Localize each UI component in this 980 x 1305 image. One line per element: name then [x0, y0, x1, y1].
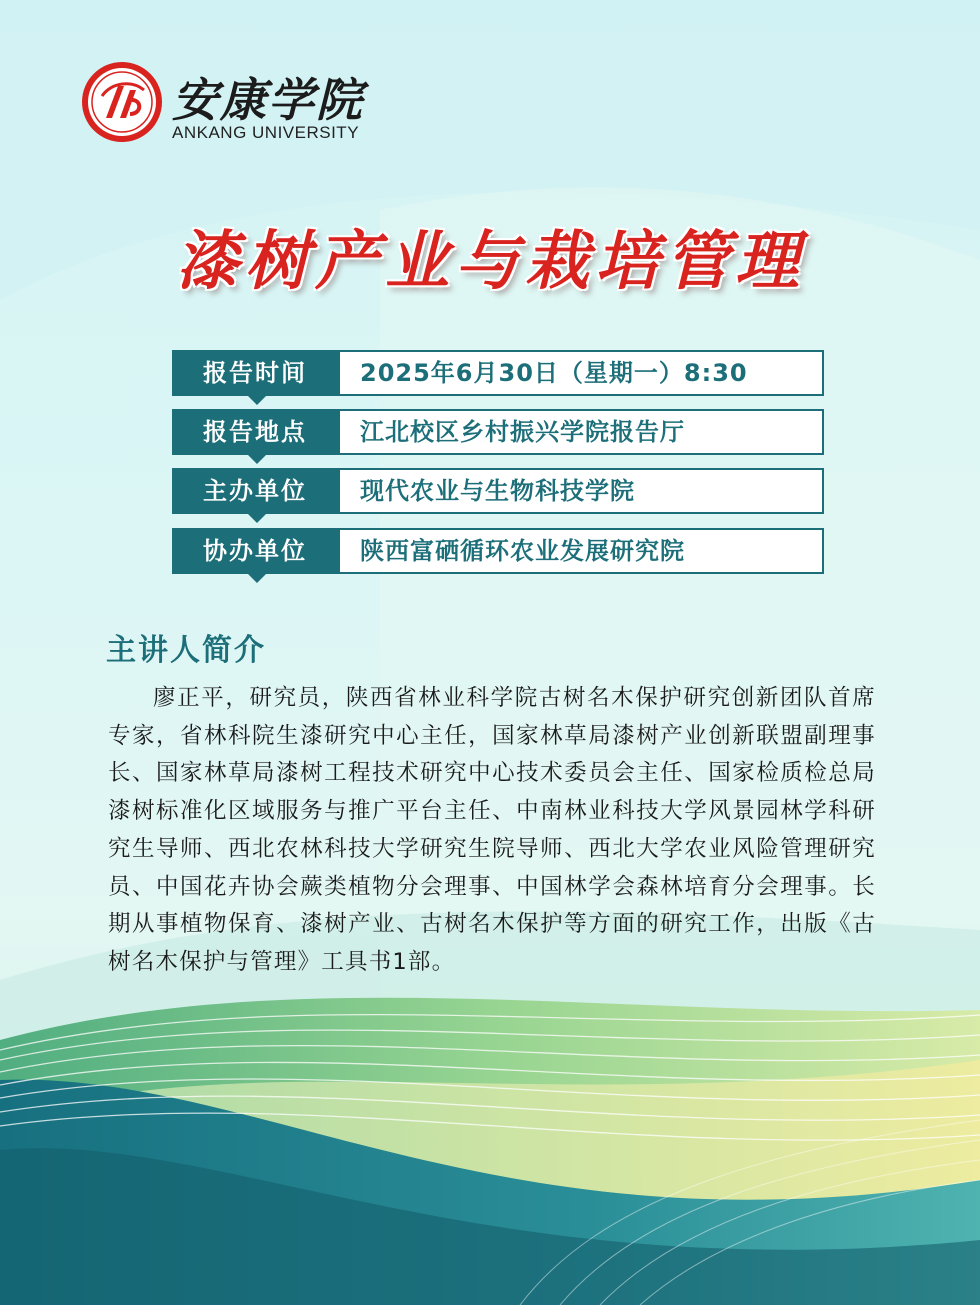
university-name-english: ANKANG UNIVERSITY	[172, 123, 360, 142]
info-row-place	[172, 409, 804, 455]
info-label: 协办单位	[172, 528, 338, 574]
info-value: 陕西富硒循环农业发展研究院	[338, 528, 824, 574]
info-row-host	[172, 468, 804, 514]
info-row-cohost	[172, 528, 804, 574]
info-label: 主办单位	[172, 468, 338, 514]
info-value: 现代农业与生物科技学院	[338, 468, 824, 514]
info-label: 报告时间	[172, 350, 338, 396]
speaker-section-heading: 主讲人简介	[106, 633, 266, 668]
info-row-time	[172, 350, 804, 396]
info-label: 报告地点	[172, 409, 338, 455]
info-value: 2025年6月30日（星期一）8:30	[338, 350, 824, 396]
university-logo	[80, 60, 400, 150]
university-emblem-icon	[80, 60, 164, 144]
info-value: 江北校区乡村振兴学院报告厅	[338, 409, 824, 455]
poster-title: 漆树产业与栽培管理	[175, 225, 805, 299]
university-name-chinese: 安康学院	[172, 73, 364, 127]
speaker-bio: 廖正平，研究员，陕西省林业科学院古树名木保护研究创新团队首席专家，省林科院生漆研究中心主任，国家林草局漆树产业创新联盟副理事长、国家林草局漆树工程技术研究中心技术委员会主任、国家检质检总局漆树标准化区域服务与推广平台主任、中南林业科技大学风景园林学科研究生导师、西北农林科技大学研究生院导师、西北大学农业风险管理研究员、中国花卉协会蕨类植物分会理事、中国林学会森林培育分会理事。长期从事植物保育、漆树产业、古树名木保护等方面的研究工作，出版《古树名木保护与管理》工具书1部。	[108, 685, 876, 975]
